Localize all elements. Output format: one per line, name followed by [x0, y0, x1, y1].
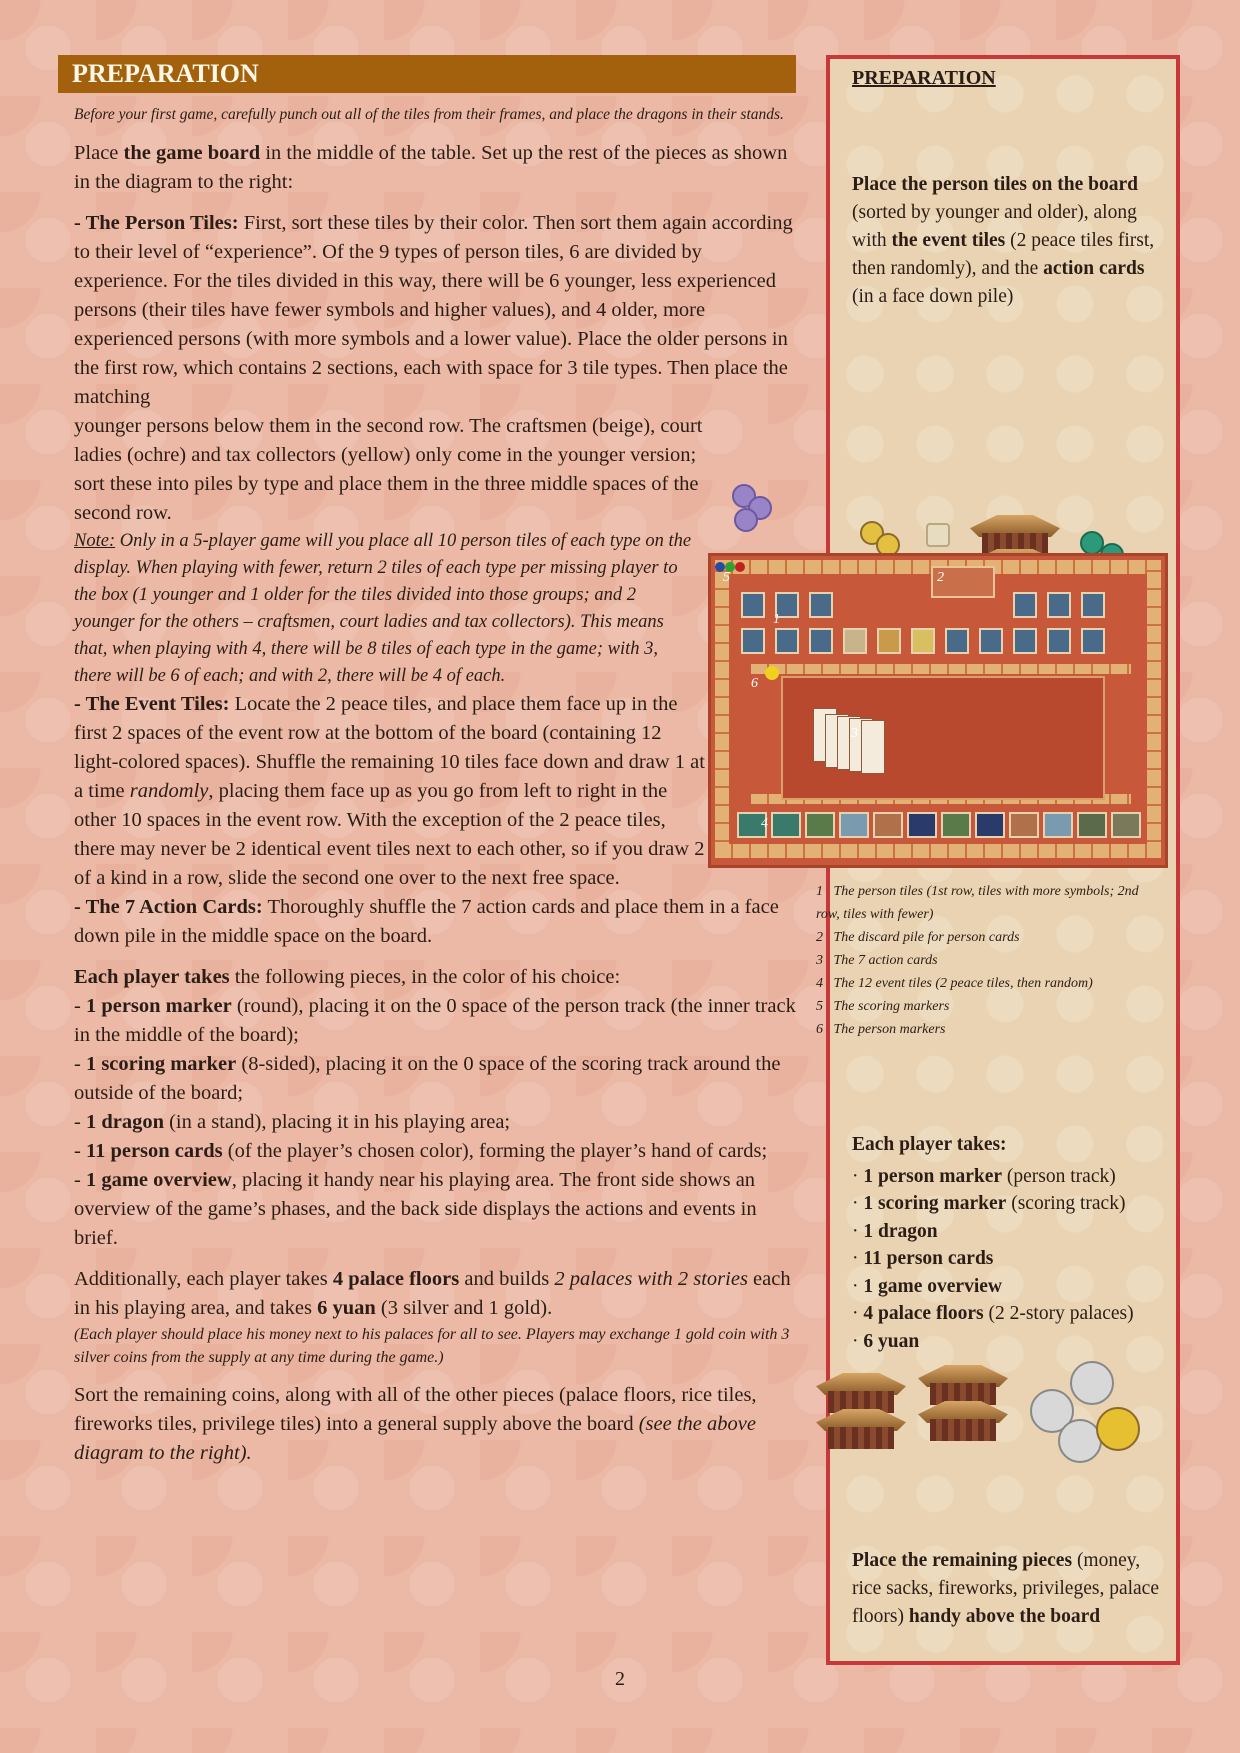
sidebar-title: PREPARATION: [852, 67, 996, 89]
list-item: - 1 dragon (in a stand), placing it in his playing area;: [74, 1111, 511, 1133]
money-note: (Each player should place his money next to his palaces for all to see. Players may exchange 1 gold coin with 3 silver coins from the supply at any time during the game.): [74, 1326, 790, 1366]
intro-text: Before your first game, carefully punch out all of the tiles from their frames, and place the dragons in their stands.: [74, 106, 784, 123]
paragraph-event-tiles: - The Event Tiles: Locate the 2 peace tiles, and place them face up in the first 2 spaces of the event row at the bottom of the board (containing 12 light-colored spaces). Shuffle the remaining 10 tiles face down and draw 1 at a time randomly, placing them face up as you go from left to right in the other 10 spaces in the event row. With the exception of the 2 peace tiles, there may never be 2 identical event tiles next to each other, so if you draw 2 of a kind in a row, slide the second one over to the next free space.: [74, 693, 705, 889]
scoring-marker-icon: [735, 562, 745, 572]
list-item: - 1 person marker (round), placing it on the 0 space of the person track (the inner track in the middle of the board);: [74, 995, 796, 1046]
list-heading: Each player takes:: [852, 1134, 1007, 1155]
main-column: [58, 55, 796, 1480]
each-player-takes-list: [852, 1131, 1172, 1355]
sidebar-place-text: Place the person tiles on the board (sorted by younger and older), along with the event tiles (2 peace tiles first, then randomly), and the action cards (in a face down pile): [852, 174, 1155, 307]
person-marker-icon: [765, 666, 779, 680]
board-label-5: 5: [723, 570, 730, 585]
list-item: - 1 scoring marker (8-sided), placing it on the 0 space of the scoring track around the outside of the board;: [74, 1053, 781, 1104]
board-legend: [816, 880, 1156, 1041]
paragraph-action-cards: - The 7 Action Cards: Thoroughly shuffle the 7 action cards and place them in a face down pile in the middle space on the board.: [74, 896, 779, 947]
palace-icon: [918, 1365, 1008, 1455]
board-label-1: 1: [773, 612, 780, 627]
paragraph-remaining: Sort the remaining coins, along with all of the other pieces (palace floors, rice tiles, fireworks tiles, privilege tiles) into a general supply above the board (see the above diagram to the right).: [74, 1384, 757, 1464]
legend-item: 1 The person tiles (1st row, tiles with more symbols; 2nd row, tiles with fewer): [816, 884, 1139, 922]
paragraph-additionally: Additionally, each player takes 4 palace floors and builds 2 palaces with 2 stories each in his playing area, and takes 6 yuan (3 silver and 1 gold).: [74, 1268, 791, 1319]
gold-coin-icon: [1096, 1407, 1140, 1451]
list-item: · 1 dragon: [852, 1220, 938, 1242]
purple-tiles-icon: [726, 480, 786, 540]
board-label-2: 2: [937, 570, 944, 585]
rice-tile-icon: [926, 523, 950, 547]
list-item: - 1 game overview, placing it handy near his playing area. The front side shows an overview of the game’s phases, and the back side displays the actions and events in brief.: [74, 1169, 757, 1249]
game-board-diagram: [708, 553, 1168, 868]
legend-item: 5 The scoring markers: [816, 999, 950, 1014]
list-item: · 6 yuan: [852, 1330, 920, 1352]
legend-item: 4 The 12 event tiles (2 peace tiles, then random): [816, 976, 1093, 991]
board-label-4: 4: [761, 816, 768, 831]
list-item: · 1 person marker (person track): [852, 1165, 1116, 1187]
legend-item: 2 The discard pile for person cards: [816, 930, 1020, 945]
section-title: PREPARATION: [58, 55, 796, 93]
legend-item: 3 The 7 action cards: [816, 953, 938, 968]
paragraph-person-tiles-cont: younger persons below them in the second row. The craftsmen (beige), court ladies (ochre) and tax collectors (yellow) only come in the younger version; sort these into piles by type and place them in the three middle spaces of the second row.: [74, 415, 703, 524]
list-item: · 1 scoring marker (scoring track): [852, 1193, 1126, 1214]
list-item: · 11 person cards: [852, 1248, 994, 1269]
legend-item: 6 The person markers: [816, 1022, 946, 1037]
list-item: - 11 person cards (of the player’s chosen color), forming the player’s hand of cards;: [74, 1140, 768, 1162]
paragraph-person-tiles: - The Person Tiles: First, sort these tiles by their color. Then sort them again according to their level of “experience”. Of the 9 types of person tiles, 6 are divided by experience. For the tiles divided in this way, there will be 6 younger, less experienced persons (their tiles have fewer symbols and higher values), and 4 older, more experienced persons (with more symbols and a lower value). Place the older persons in the first row, which contains 2 sections, each with space for 3 tile types. Then place the matching: [74, 212, 793, 408]
paragraph-each-player: Each player takes the following pieces, in the color of his choice:: [74, 966, 621, 988]
sidebar-remaining-text: Place the remaining pieces (money, rice sacks, fireworks, privileges, palace floors) handy above the board: [852, 1550, 1159, 1627]
player-pieces-illustration: [830, 1359, 1170, 1509]
paragraph-game-board: Place the game board in the middle of the table. Set up the rest of the pieces as shown in the diagram to the right:: [74, 142, 788, 193]
board-label-6: 6: [751, 676, 758, 691]
palace-icon: [816, 1373, 906, 1463]
list-item: · 1 game overview: [852, 1275, 1002, 1297]
player-pieces-list: [58, 992, 796, 1253]
silver-coin-icon: [1070, 1361, 1114, 1405]
list-item: · 4 palace floors (2 2-story palaces): [852, 1303, 1134, 1324]
action-card-area: [781, 676, 1105, 800]
page-number: 2: [615, 1668, 625, 1690]
board-label-3: 3: [851, 726, 858, 741]
note-text: Note: Only in a 5-player game will you place all 10 person tiles of each type on the display. When playing with fewer, return 2 tiles of each type per missing player to the box (1 younger and 1 older for the tiles divided into those groups; and 2 younger for the others – craftsmen, court ladies and tax collectors). This means that, when playing with 4, there will be 8 tiles of each type in the game; with 3, there will be 6 of each; and with 2, there will be 4 of each.: [74, 531, 692, 686]
